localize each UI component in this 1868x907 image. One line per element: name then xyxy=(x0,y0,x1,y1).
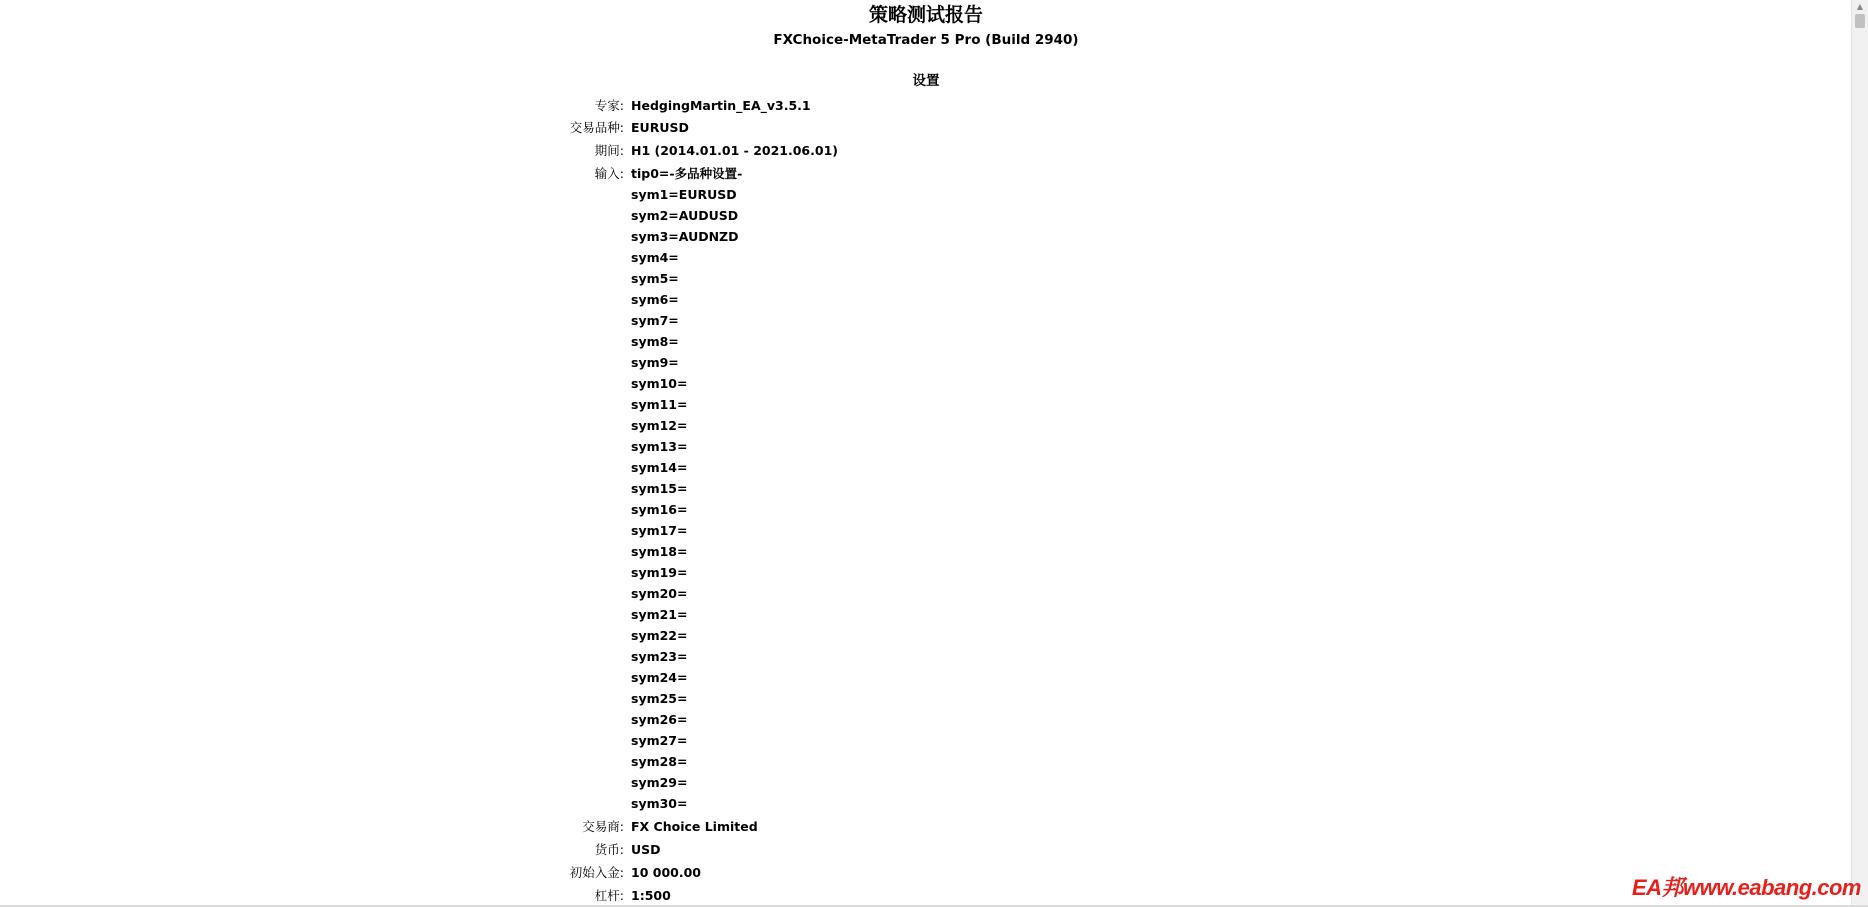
setting-row-expert xyxy=(0,95,1852,116)
setting-value: 1:500 xyxy=(631,888,671,903)
report-title: 策略测试报告 xyxy=(868,4,983,26)
input-param-row xyxy=(0,373,1852,394)
report-subtitle: FXChoice-MetaTrader 5 Pro (Build 2940) xyxy=(773,32,1079,48)
input-param-row xyxy=(0,415,1852,436)
input-param-value: sym13= xyxy=(631,439,688,454)
setting-label: 输入: xyxy=(594,166,624,181)
input-param-row xyxy=(0,331,1852,352)
input-param-row xyxy=(0,499,1852,520)
setting-value: HedgingMartin_EA_v3.5.1 xyxy=(631,98,811,113)
setting-label: 专家: xyxy=(594,98,624,113)
input-param-value: sym14= xyxy=(631,460,688,475)
input-param-row xyxy=(0,163,1852,184)
setting-row-currency xyxy=(0,839,1852,860)
scrollbar-thumb[interactable] xyxy=(1855,14,1865,28)
input-param-value: sym25= xyxy=(631,691,688,706)
input-param-value: sym23= xyxy=(631,649,688,664)
input-param-row xyxy=(0,478,1852,499)
settings-section-heading: 设置 xyxy=(912,73,940,89)
setting-label: 期间: xyxy=(594,143,624,158)
input-param-row xyxy=(0,289,1852,310)
input-param-row xyxy=(0,562,1852,583)
input-param-row xyxy=(0,436,1852,457)
input-param-row xyxy=(0,352,1852,373)
input-param-value: sym27= xyxy=(631,733,688,748)
input-param-value: sym19= xyxy=(631,565,688,580)
input-param-value: sym26= xyxy=(631,712,688,727)
input-param-row xyxy=(0,205,1852,226)
input-param-value: sym5= xyxy=(631,271,679,286)
input-param-row xyxy=(0,730,1852,751)
setting-label: 交易商: xyxy=(582,819,624,834)
input-param-value: sym16= xyxy=(631,502,688,517)
input-param-value: sym8= xyxy=(631,334,679,349)
setting-row-broker xyxy=(0,816,1852,837)
input-param-value: sym11= xyxy=(631,397,688,412)
setting-value: 10 000.00 xyxy=(631,865,701,880)
input-param-row xyxy=(0,541,1852,562)
input-param-value: sym30= xyxy=(631,796,688,811)
watermark-logo: EA邦www.eabang.com xyxy=(1631,875,1861,900)
input-param-value: sym3=AUDNZD xyxy=(631,229,739,244)
input-param-row xyxy=(0,793,1852,814)
input-param-value: sym2=AUDUSD xyxy=(631,208,739,223)
input-param-row xyxy=(0,184,1852,205)
input-param-value: sym28= xyxy=(631,754,688,769)
input-param-value: sym24= xyxy=(631,670,688,685)
input-param-row xyxy=(0,667,1852,688)
setting-value: H1 (2014.01.01 - 2021.06.01) xyxy=(631,143,838,158)
input-param-value: sym1=EURUSD xyxy=(631,187,737,202)
input-param-row xyxy=(0,751,1852,772)
input-param-row xyxy=(0,688,1852,709)
input-param-row xyxy=(0,457,1852,478)
input-param-row xyxy=(0,709,1852,730)
setting-value: FX Choice Limited xyxy=(631,819,758,834)
input-param-value: sym17= xyxy=(631,523,688,538)
input-param-row xyxy=(0,247,1852,268)
setting-row-deposit xyxy=(0,862,1852,883)
input-param-value: sym9= xyxy=(631,355,679,370)
scroll-up-arrow-icon[interactable]: ▲ xyxy=(1856,2,1864,11)
input-param-value: sym20= xyxy=(631,586,688,601)
setting-value: EURUSD xyxy=(631,120,689,135)
vertical-scrollbar[interactable] xyxy=(1851,0,1868,905)
setting-label: 初始入金: xyxy=(569,865,624,880)
setting-label: 货币: xyxy=(594,842,624,857)
setting-value: USD xyxy=(631,842,661,857)
setting-row-symbol xyxy=(0,117,1852,138)
input-param-value: sym15= xyxy=(631,481,688,496)
setting-row-period xyxy=(0,140,1852,161)
input-param-row xyxy=(0,520,1852,541)
input-param-value: sym7= xyxy=(631,313,679,328)
input-param-value: sym21= xyxy=(631,607,688,622)
input-param-value: sym12= xyxy=(631,418,688,433)
input-param-row xyxy=(0,268,1852,289)
input-param-value: sym6= xyxy=(631,292,679,307)
input-param-value: sym10= xyxy=(631,376,688,391)
input-param-value: sym29= xyxy=(631,775,688,790)
setting-row-leverage xyxy=(0,885,1852,906)
input-param-row xyxy=(0,394,1852,415)
input-param-row xyxy=(0,646,1852,667)
input-param-row xyxy=(0,604,1852,625)
input-param-value: sym4= xyxy=(631,250,679,265)
input-param-value: tip0=-多品种设置- xyxy=(631,166,743,181)
input-param-row xyxy=(0,310,1852,331)
input-param-value: sym22= xyxy=(631,628,688,643)
input-param-row xyxy=(0,226,1852,247)
input-param-value: sym18= xyxy=(631,544,688,559)
setting-label: 杠杆: xyxy=(594,888,624,903)
setting-label: 交易品种: xyxy=(569,120,624,135)
input-param-row xyxy=(0,583,1852,604)
input-param-row xyxy=(0,625,1852,646)
input-param-row xyxy=(0,772,1852,793)
